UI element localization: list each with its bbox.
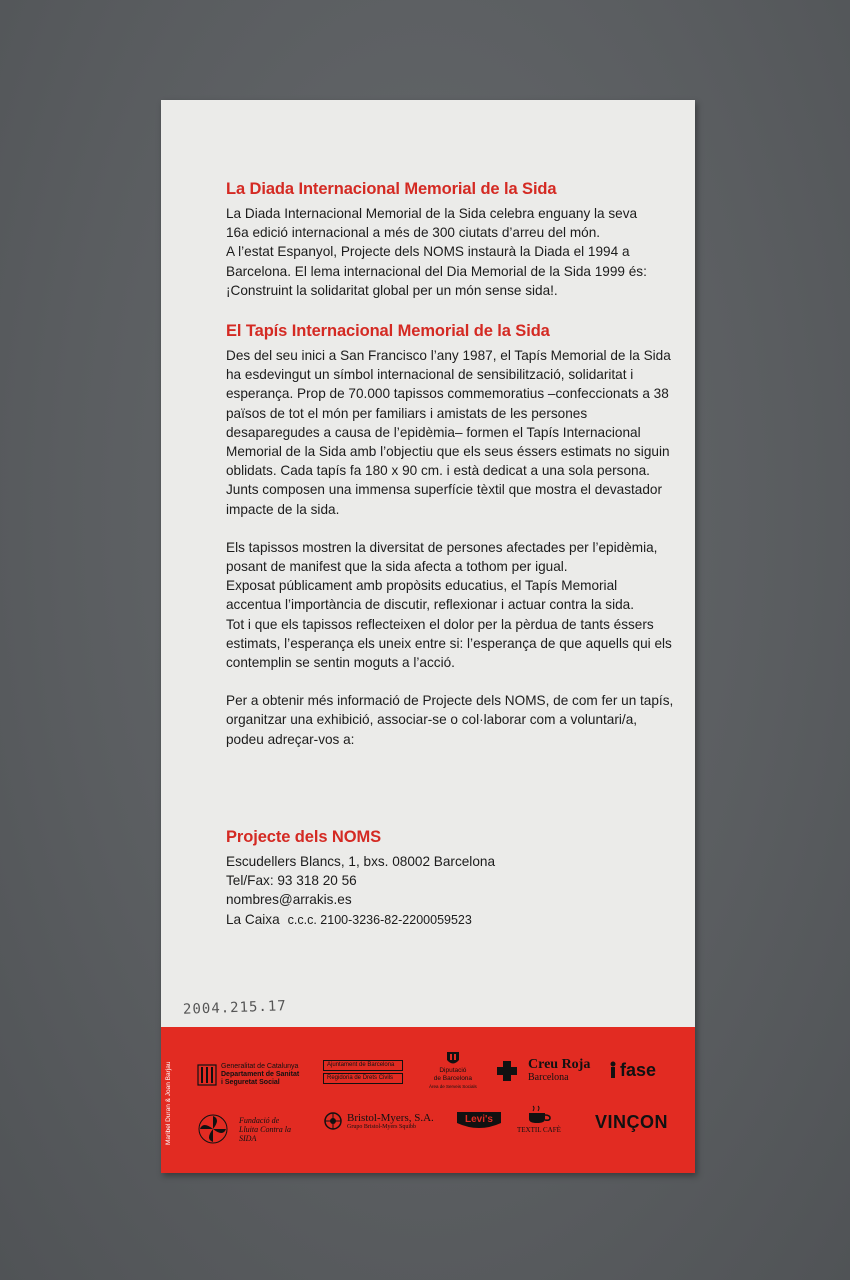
sponsor-band	[161, 1027, 695, 1173]
bank-name: La Caixa	[226, 911, 280, 927]
fase-logo	[608, 1061, 656, 1079]
logo-text: fase	[620, 1060, 657, 1080]
logo-text: Levi's	[465, 1114, 493, 1125]
coffee-cup-icon	[525, 1105, 553, 1125]
section-title-diada: La Diada Internacional Memorial de la Sida	[226, 180, 557, 198]
logo-text: Creu Roja	[528, 1057, 591, 1072]
logo-text: Departament de Sanitat	[221, 1071, 300, 1078]
vertical-credit: Maribel Duran & Joan Barjau	[165, 1061, 172, 1145]
text-line: ¡Construint la solidaritat global per un món sense sida!.	[226, 282, 558, 298]
text-line: Tot i que els tapissos reflecteixen el dolor per la pèrdua de tants éssers	[226, 616, 654, 632]
cross-icon	[496, 1060, 518, 1082]
logo-text: i Seguretat Social	[221, 1079, 280, 1086]
main-text	[226, 178, 676, 749]
text-line: organitzar una exhibició, associar-se o col·laborar com a voluntari/a,	[226, 712, 638, 728]
text-line: oblidats. Cada tapís fa 180 x 90 cm. i està dedicat a una sola persona.	[226, 463, 650, 479]
diversity-paragraph	[226, 538, 676, 672]
contact-address: Escudellers Blancs, 1, bxs. 08002 Barcelona	[226, 854, 496, 869]
text-line: ha esdevingut un símbol internacional de sensibilització, solidaritat i	[226, 367, 634, 383]
textil-cafe-logo	[517, 1105, 561, 1134]
contact-title: Projecte dels NOMS	[226, 828, 381, 846]
diada-paragraph	[226, 204, 676, 300]
logo-text: Bristol-Myers, S.A.	[347, 1111, 434, 1124]
text-line: Els tapissos mostren la diversitat de persones afectades per l’epidèmia,	[226, 539, 658, 555]
logo-text: Ajuntament de Barcelona	[323, 1060, 403, 1071]
text-line: A l’estat Espanyol, Projecte dels NOMS instaurà la Diada el 1994 a	[226, 244, 630, 260]
bank-account: c.c.c. 2100-3236-82-2200059523	[287, 912, 472, 927]
logo-text: SIDA	[239, 1133, 257, 1143]
contact-block	[226, 826, 676, 930]
logo-text: Fundació de	[239, 1115, 280, 1125]
text-line: posant de manifest que la sida afecta a tothom per igual.	[226, 559, 568, 575]
section-title-tapis: El Tapís Internacional Memorial de la Sida	[226, 322, 550, 341]
text-line: Per a obtenir més informació de Projecte dels NOMS, de com fer un tapís,	[226, 693, 674, 709]
creu-roja-logo	[496, 1057, 590, 1084]
generalitat-logo	[197, 1063, 299, 1087]
fase-figure-icon	[608, 1061, 618, 1079]
logo-text: Lluita Contra la	[239, 1124, 292, 1134]
bristol-myers-logo	[323, 1111, 434, 1131]
vincon-logo	[595, 1112, 668, 1133]
text-line: Barcelona. El lema internacional del Dia Memorial de la Sida 1999 és:	[226, 263, 647, 279]
bristol-text	[347, 1112, 434, 1131]
fundacio-logo	[197, 1113, 291, 1145]
leaflet-back-page	[161, 100, 695, 1173]
diputacio-shield-icon	[446, 1051, 460, 1067]
text-line: La Diada Internacional Memorial de la Sida celebra enguany la seva	[226, 206, 638, 221]
logo-text: TEXTIL CAFÈ	[517, 1126, 561, 1134]
bristol-emblem-icon	[323, 1111, 343, 1131]
tapis-paragraph	[226, 346, 676, 519]
logo-text: Generalitat de Catalunya	[221, 1063, 299, 1070]
generalitat-stripes-icon	[197, 1064, 217, 1086]
text-line: desaparegudes a causa de l’epidèmia– formen el Tapís Internacional	[226, 424, 641, 440]
text-line: Des del seu inici a San Francisco l’any 1987, el Tapís Memorial de la Sida	[226, 348, 671, 364]
ajuntament-logo	[323, 1060, 403, 1084]
contact-email[interactable]: nombres@arrakis.es	[226, 892, 352, 908]
logo-text: Grupo Bristol-Myers Squibb	[347, 1123, 416, 1130]
diputacio-logo	[429, 1051, 477, 1091]
text-line: esperança. Prop de 70.000 tapissos commemoratius –confeccionats a 38	[226, 386, 669, 402]
text-line: països de tot el món per familiars i amistats de les persones	[226, 405, 588, 421]
text-line: Memorial de la Sida amb l’objectiu que els seus éssers estimats no siguin	[226, 444, 670, 460]
text-line: podeu adreçar-vos a:	[226, 731, 355, 747]
logo-text: Barcelona	[528, 1072, 569, 1083]
text-line: impacte de la sida.	[226, 501, 340, 517]
creu-roja-text	[528, 1057, 590, 1084]
logo-text: Àrea de Serveis Socials	[429, 1084, 477, 1089]
text-line: contemplin se sentin moguts a l’acció.	[226, 655, 455, 671]
logo-text: Regidoria de Drets Civils	[323, 1073, 403, 1084]
text-line: 16a edició internacional a més de 300 ciutats d’arreu del món.	[226, 225, 601, 241]
text-line: Exposat públicament amb propòsits educatius, el Tapís Memorial	[226, 578, 618, 594]
logo-text: VINÇON	[595, 1112, 669, 1132]
handwritten-accession-number: 2004.215.17	[182, 998, 287, 1018]
logo-text: de Barcelona	[433, 1075, 473, 1082]
logo-text: Diputació	[439, 1067, 467, 1074]
generalitat-text	[221, 1063, 299, 1087]
contact-phone: Tel/Fax: 93 318 20 56	[226, 873, 357, 889]
levis-logo	[456, 1111, 502, 1131]
text-line: estimats, l’esperança els uneix entre si: l’esperança de que aquells qui els	[226, 635, 672, 651]
info-paragraph	[226, 691, 676, 749]
pinwheel-icon	[197, 1113, 229, 1145]
contact-bank	[226, 910, 676, 930]
fundacio-text	[239, 1116, 291, 1143]
text-line: accentua l’importància de discutir, reflexionar i actuar contra la sida.	[226, 597, 635, 613]
text-line: Junts composen una immensa superfície tèxtil que mostra el devastador	[226, 482, 662, 498]
